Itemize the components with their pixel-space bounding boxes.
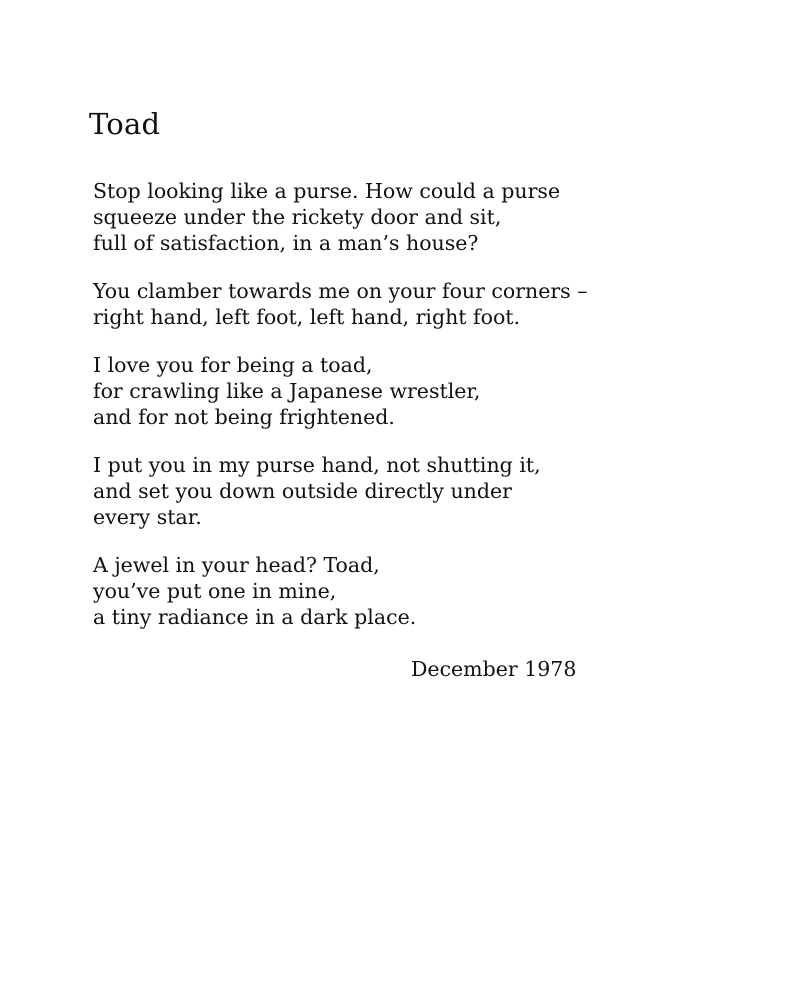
stanza [93,552,613,630]
poem-line: a tiny radiance in a dark place. [93,605,417,629]
stanza [93,278,613,330]
poem-body [93,178,613,652]
poem-line: Stop looking like a purse. How could a purse [93,179,561,203]
poem-line: I love you for being a toad, [93,353,373,377]
poem-line: full of satisfaction, in a man’s house? [93,231,479,255]
poem-line: every star. [93,505,202,529]
poem-line: right hand, left foot, left hand, right foot. [93,305,521,329]
poem-line: squeeze under the rickety door and sit, [93,205,502,229]
poem-line: A jewel in your head? Toad, [93,553,380,577]
poem-date: December 1978 [411,657,577,681]
stanza [93,352,613,430]
poem-line: I put you in my purse hand, not shutting it, [93,453,541,477]
poem-title: Toad [89,107,161,141]
poem-line: and for not being frightened. [93,405,395,429]
poem-line: and set you down outside directly under [93,479,512,503]
stanza [93,178,613,256]
poem-line: for crawling like a Japanese wrestler, [93,379,481,403]
stanza [93,452,613,530]
poem-line: you’ve put one in mine, [93,579,337,603]
poem-line: You clamber towards me on your four corners – [93,279,588,303]
